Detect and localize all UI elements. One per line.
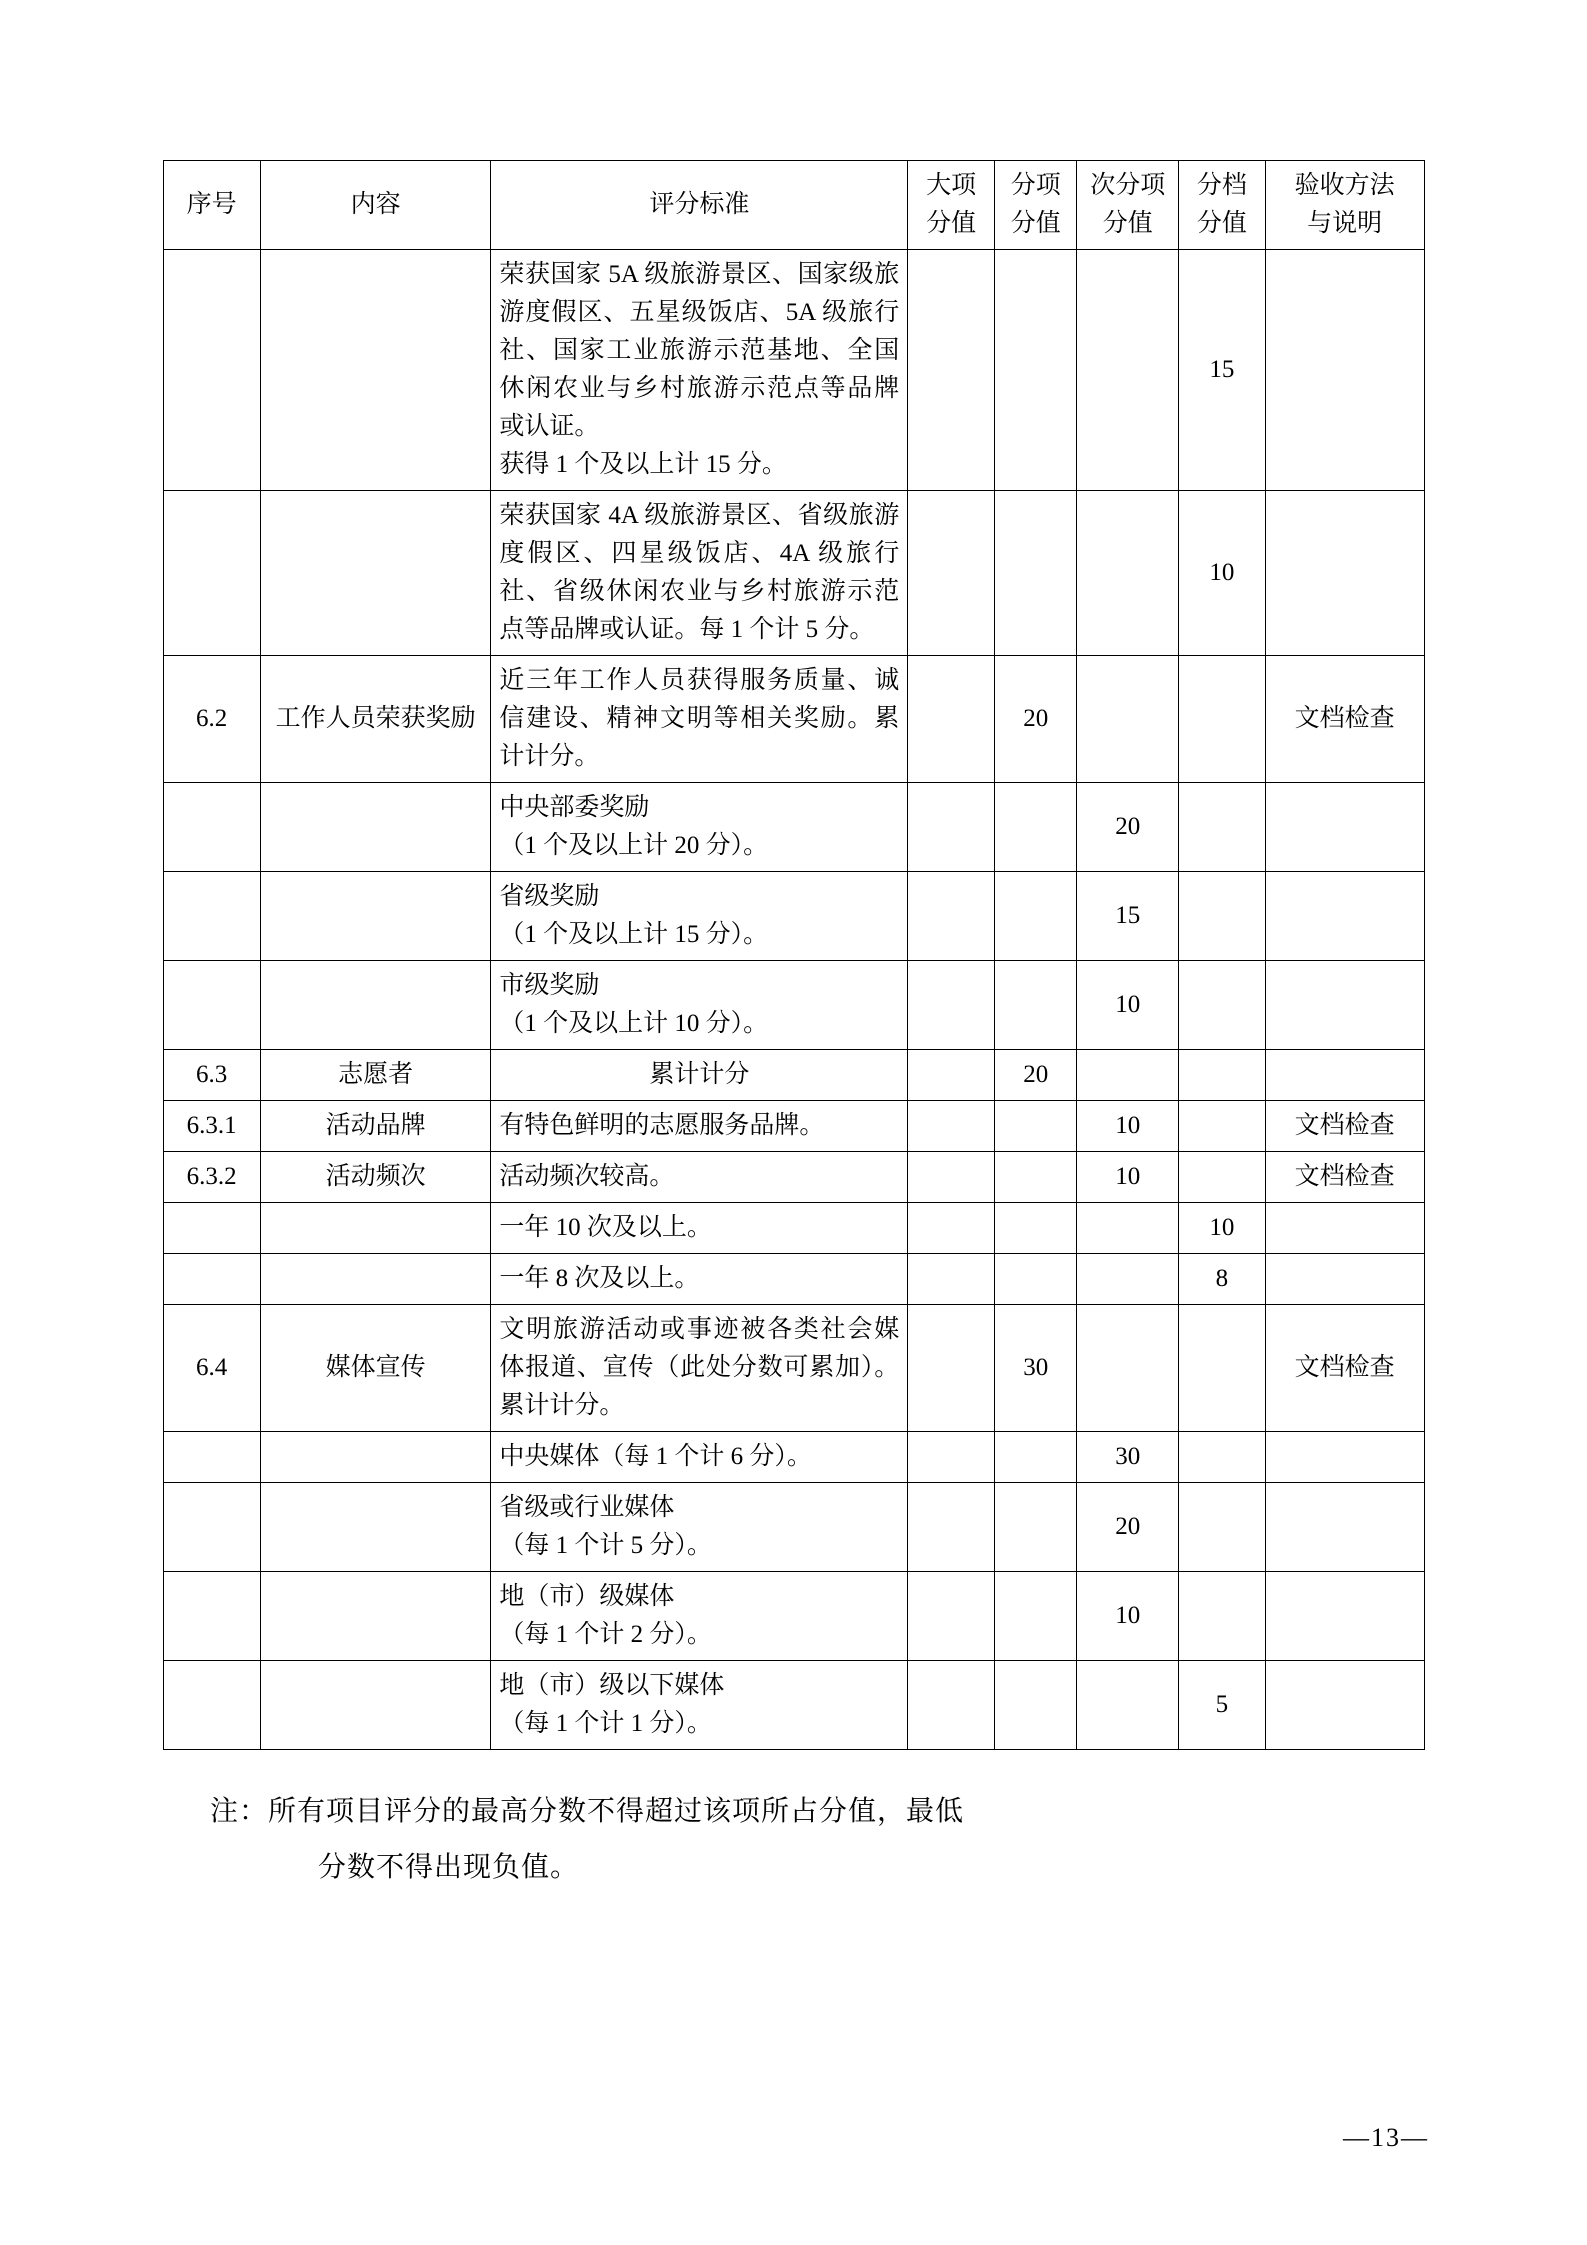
table-body <box>163 250 1424 1750</box>
header-major-score <box>908 161 995 250</box>
cell-criteria <box>491 491 908 656</box>
cell-criteria <box>491 1305 908 1432</box>
cell-no: 6.2 <box>163 656 260 783</box>
cell-criteria <box>491 1203 908 1254</box>
cell-grade-score <box>1179 783 1266 872</box>
table-row <box>163 961 1424 1050</box>
cell-criteria <box>491 783 908 872</box>
cell-major-score <box>908 491 995 656</box>
cell-sub-score <box>994 1483 1077 1572</box>
cell-subsub-score <box>1077 1254 1179 1305</box>
cell-subsub-score: 30 <box>1077 1432 1179 1483</box>
table-row <box>163 1152 1424 1203</box>
cell-major-score <box>908 1254 995 1305</box>
cell-sub-score <box>994 491 1077 656</box>
cell-sub-score: 30 <box>994 1305 1077 1432</box>
criteria-text: 近三年工作人员获得服务质量、诚信建设、精神文明等相关奖励。累计计分。 <box>499 667 900 770</box>
cell-method: 文档检查 <box>1265 1152 1424 1203</box>
table-row <box>163 1305 1424 1432</box>
cell-content <box>260 1203 491 1254</box>
criteria-text: 中央媒体（每 1 个计 6 分）。 <box>499 1443 812 1470</box>
cell-no <box>163 1432 260 1483</box>
cell-sub-score <box>994 1203 1077 1254</box>
cell-subsub-score <box>1077 1203 1179 1254</box>
criteria-text: 省级或行业媒体 <box>499 1494 675 1521</box>
cell-subsub-score: 10 <box>1077 961 1179 1050</box>
cell-grade-score <box>1179 1572 1266 1661</box>
cell-no <box>163 491 260 656</box>
table-row <box>163 1050 1424 1101</box>
cell-grade-score <box>1179 872 1266 961</box>
cell-content <box>260 1661 491 1750</box>
cell-major-score <box>908 1203 995 1254</box>
cell-method <box>1265 1203 1424 1254</box>
table-row <box>163 1572 1424 1661</box>
table-row <box>163 872 1424 961</box>
cell-subsub-score <box>1077 656 1179 783</box>
cell-no <box>163 1254 260 1305</box>
cell-grade-score: 10 <box>1179 491 1266 656</box>
cell-subsub-score: 10 <box>1077 1572 1179 1661</box>
cell-criteria <box>491 1572 908 1661</box>
cell-sub-score: 20 <box>994 1050 1077 1101</box>
cell-criteria <box>491 961 908 1050</box>
cell-method <box>1265 1572 1424 1661</box>
header-grade-score <box>1179 161 1266 250</box>
cell-sub-score <box>994 961 1077 1050</box>
table-row <box>163 1254 1424 1305</box>
cell-major-score <box>908 1432 995 1483</box>
cell-method <box>1265 1254 1424 1305</box>
cell-method <box>1265 872 1424 961</box>
criteria-text: 一年 10 次及以上。 <box>499 1214 712 1241</box>
cell-criteria <box>491 1152 908 1203</box>
cell-criteria <box>491 1432 908 1483</box>
table-row <box>163 1101 1424 1152</box>
header-no: 序号 <box>163 161 260 250</box>
cell-content: 活动品牌 <box>260 1101 491 1152</box>
cell-method <box>1265 250 1424 491</box>
cell-major-score <box>908 656 995 783</box>
cell-grade-score <box>1179 1305 1266 1432</box>
header-sub-score-line1: 分项 <box>1010 172 1061 199</box>
cell-grade-score <box>1179 656 1266 783</box>
criteria-text-secondary: 获得 1 个及以上计 15 分。 <box>499 451 787 478</box>
cell-content <box>260 1483 491 1572</box>
cell-no <box>163 961 260 1050</box>
cell-content: 媒体宣传 <box>260 1305 491 1432</box>
cell-major-score <box>908 1483 995 1572</box>
table-header <box>163 161 1424 250</box>
cell-major-score <box>908 1152 995 1203</box>
cell-criteria <box>491 1254 908 1305</box>
cell-no <box>163 872 260 961</box>
cell-criteria <box>491 250 908 491</box>
cell-content: 志愿者 <box>260 1050 491 1101</box>
cell-major-score <box>908 1661 995 1750</box>
header-criteria: 评分标准 <box>491 161 908 250</box>
table-note-line2: 分数不得出现负值。 <box>318 1852 580 1883</box>
criteria-text-secondary: （1 个及以上计 10 分）。 <box>499 1010 769 1037</box>
criteria-text-secondary: （每 1 个计 1 分）。 <box>499 1710 712 1737</box>
cell-criteria <box>491 872 908 961</box>
cell-sub-score <box>994 1572 1077 1661</box>
cell-major-score <box>908 872 995 961</box>
cell-grade-score <box>1179 1152 1266 1203</box>
table-row <box>163 1203 1424 1254</box>
cell-content <box>260 491 491 656</box>
criteria-text: 省级奖励 <box>499 883 600 910</box>
cell-no <box>163 783 260 872</box>
scoring-criteria-table <box>163 160 1425 1750</box>
header-grade-score-line1: 分档 <box>1196 172 1247 199</box>
cell-method <box>1265 783 1424 872</box>
cell-method <box>1265 1483 1424 1572</box>
cell-method <box>1265 491 1424 656</box>
cell-sub-score <box>994 1152 1077 1203</box>
cell-content: 工作人员荣获奖励 <box>260 656 491 783</box>
cell-method <box>1265 1661 1424 1750</box>
cell-grade-score: 5 <box>1179 1661 1266 1750</box>
criteria-text: 中央部委奖励 <box>499 794 650 821</box>
header-major-score-line2: 分值 <box>926 210 977 237</box>
cell-criteria <box>491 1050 908 1101</box>
header-subsub-score-line2: 分值 <box>1102 210 1153 237</box>
cell-major-score <box>908 961 995 1050</box>
cell-major-score <box>908 1050 995 1101</box>
header-method-line1: 验收方法 <box>1294 172 1395 199</box>
cell-sub-score <box>994 1101 1077 1152</box>
cell-sub-score <box>994 783 1077 872</box>
cell-subsub-score: 20 <box>1077 1483 1179 1572</box>
cell-subsub-score <box>1077 1661 1179 1750</box>
cell-content <box>260 872 491 961</box>
cell-no: 6.3.1 <box>163 1101 260 1152</box>
table-row <box>163 783 1424 872</box>
cell-method <box>1265 1432 1424 1483</box>
cell-grade-score <box>1179 1050 1266 1101</box>
criteria-text: 文明旅游活动或事迹被各类社会媒体报道、宣传（此处分数可累加）。累计计分。 <box>499 1316 900 1419</box>
cell-no <box>163 1483 260 1572</box>
cell-no <box>163 1661 260 1750</box>
table-row <box>163 1661 1424 1750</box>
cell-sub-score <box>994 1432 1077 1483</box>
cell-major-score <box>908 1305 995 1432</box>
cell-major-score <box>908 250 995 491</box>
header-subsub-score <box>1077 161 1179 250</box>
table-note <box>150 1784 1437 1896</box>
cell-no: 6.4 <box>163 1305 260 1432</box>
cell-major-score <box>908 1101 995 1152</box>
cell-no <box>163 1572 260 1661</box>
cell-criteria <box>491 1101 908 1152</box>
cell-major-score <box>908 1572 995 1661</box>
cell-sub-score <box>994 1254 1077 1305</box>
header-sub-score <box>994 161 1077 250</box>
criteria-text-secondary: （1 个及以上计 15 分）。 <box>499 921 769 948</box>
cell-content: 活动频次 <box>260 1152 491 1203</box>
cell-grade-score: 8 <box>1179 1254 1266 1305</box>
cell-content <box>260 1572 491 1661</box>
cell-content <box>260 250 491 491</box>
cell-content <box>260 1254 491 1305</box>
criteria-text: 累计计分 <box>649 1061 750 1088</box>
cell-sub-score: 20 <box>994 656 1077 783</box>
header-method-line2: 与说明 <box>1307 210 1383 237</box>
criteria-text: 活动频次较高。 <box>499 1163 675 1190</box>
cell-no: 6.3.2 <box>163 1152 260 1203</box>
criteria-text: 市级奖励 <box>499 972 600 999</box>
cell-subsub-score <box>1077 491 1179 656</box>
table-row <box>163 1432 1424 1483</box>
criteria-text-secondary: （每 1 个计 2 分）。 <box>499 1621 712 1648</box>
header-sub-score-line2: 分值 <box>1010 210 1061 237</box>
cell-subsub-score <box>1077 1305 1179 1432</box>
cell-subsub-score <box>1077 250 1179 491</box>
cell-no: 6.3 <box>163 1050 260 1101</box>
table-row <box>163 1483 1424 1572</box>
criteria-text: 荣获国家 5A 级旅游景区、国家级旅游度假区、五星级饭店、5A 级旅行社、国家工业旅游示范基地、全国休闲农业与乡村旅游示范点等品牌或认证。 <box>499 261 900 440</box>
header-method <box>1265 161 1424 250</box>
cell-content <box>260 1432 491 1483</box>
cell-criteria <box>491 656 908 783</box>
criteria-text: 地（市）级媒体 <box>499 1583 675 1610</box>
cell-grade-score <box>1179 1432 1266 1483</box>
cell-subsub-score: 15 <box>1077 872 1179 961</box>
table-header-row <box>163 161 1424 250</box>
cell-method <box>1265 961 1424 1050</box>
cell-grade-score <box>1179 1483 1266 1572</box>
table-row <box>163 491 1424 656</box>
table-row <box>163 250 1424 491</box>
cell-grade-score: 10 <box>1179 1203 1266 1254</box>
header-subsub-score-line1: 次分项 <box>1090 172 1166 199</box>
criteria-text: 一年 8 次及以上。 <box>499 1265 700 1292</box>
cell-grade-score: 15 <box>1179 250 1266 491</box>
criteria-text-secondary: （1 个及以上计 20 分）。 <box>499 832 769 859</box>
cell-method: 文档检查 <box>1265 1305 1424 1432</box>
table-note-line1: 注：所有项目评分的最高分数不得超过该项所占分值，最低 <box>210 1796 965 1827</box>
cell-criteria <box>491 1661 908 1750</box>
cell-subsub-score: 10 <box>1077 1101 1179 1152</box>
criteria-text: 荣获国家 4A 级旅游景区、省级旅游度假区、四星级饭店、4A 级旅行社、省级休闲农业与乡村旅游示范点等品牌或认证。每 1 个计 5 分。 <box>499 502 900 643</box>
cell-no <box>163 250 260 491</box>
criteria-text: 有特色鲜明的志愿服务品牌。 <box>499 1112 825 1139</box>
criteria-text-secondary: （每 1 个计 5 分）。 <box>499 1532 712 1559</box>
cell-content <box>260 783 491 872</box>
cell-subsub-score <box>1077 1050 1179 1101</box>
cell-subsub-score: 10 <box>1077 1152 1179 1203</box>
cell-method <box>1265 1050 1424 1101</box>
header-grade-score-line2: 分值 <box>1196 210 1247 237</box>
header-major-score-line1: 大项 <box>926 172 977 199</box>
cell-no <box>163 1203 260 1254</box>
criteria-text: 地（市）级以下媒体 <box>499 1672 725 1699</box>
cell-subsub-score: 20 <box>1077 783 1179 872</box>
cell-major-score <box>908 783 995 872</box>
cell-grade-score <box>1179 961 1266 1050</box>
page-number: —13— <box>1343 2123 1429 2152</box>
cell-method: 文档检查 <box>1265 1101 1424 1152</box>
cell-sub-score <box>994 872 1077 961</box>
cell-content <box>260 961 491 1050</box>
cell-sub-score <box>994 1661 1077 1750</box>
cell-grade-score <box>1179 1101 1266 1152</box>
cell-sub-score <box>994 250 1077 491</box>
table-row <box>163 656 1424 783</box>
header-content: 内容 <box>260 161 491 250</box>
cell-method: 文档检查 <box>1265 656 1424 783</box>
cell-criteria <box>491 1483 908 1572</box>
